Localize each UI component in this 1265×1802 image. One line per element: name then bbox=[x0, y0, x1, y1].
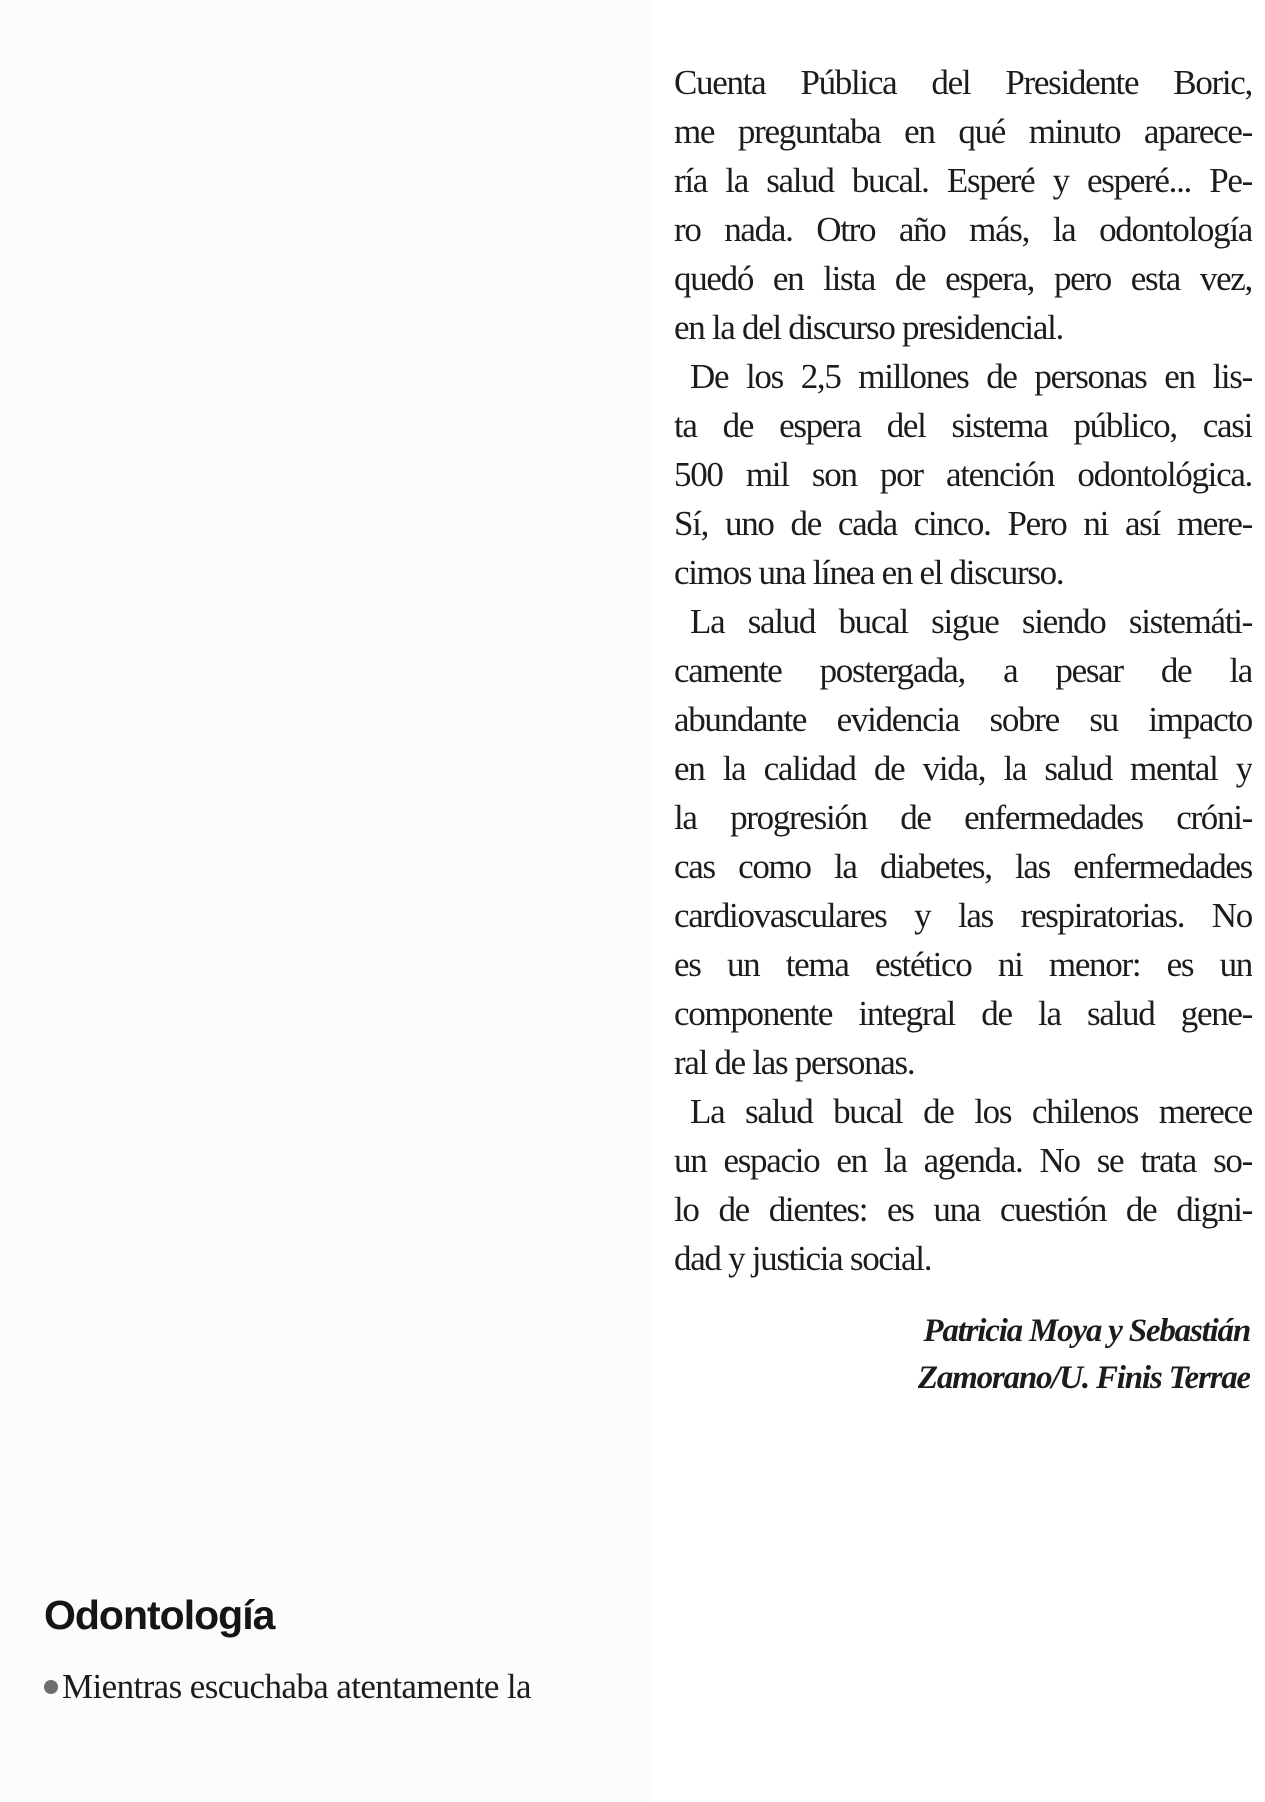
body-line: Cuenta Pública del Presidente Boric, bbox=[674, 63, 1252, 102]
body-line: un espacio en la agenda. No se trata so- bbox=[674, 1141, 1252, 1180]
paragraph-start-line: La salud bucal sigue siendo sistemáti- bbox=[690, 602, 1252, 641]
body-line: abundante evidencia sobre su impacto bbox=[674, 700, 1252, 739]
article-body bbox=[674, 58, 1252, 1283]
lead-text: Mientras escuchaba atentamente la bbox=[62, 1667, 531, 1706]
body-line: quedó en lista de espera, pero esta vez, bbox=[674, 259, 1252, 298]
body-line: 500 mil son por atención odontológica. bbox=[674, 455, 1252, 494]
signature-line: Zamorano/U. Finis Terrae bbox=[917, 1360, 1250, 1396]
body-line: es un tema estético ni menor: es un bbox=[674, 945, 1252, 984]
body-line: en la del discurso presidencial. bbox=[674, 308, 1063, 347]
paragraph-start-line: De los 2,5 millones de personas en lis- bbox=[690, 357, 1252, 396]
paragraph-start-line: La salud bucal de los chilenos merece bbox=[690, 1092, 1252, 1131]
body-line: la progresión de enfermedades cróni- bbox=[674, 798, 1252, 837]
author-signature bbox=[918, 1308, 1250, 1402]
bullet-icon bbox=[44, 1680, 58, 1694]
body-line: dad y justicia social. bbox=[674, 1239, 932, 1278]
body-line: ral de las personas. bbox=[674, 1043, 915, 1082]
body-line: cas como la diabetes, las enfermedades bbox=[674, 847, 1252, 886]
section-title: Odontología bbox=[44, 1592, 275, 1638]
signature-line: Patricia Moya y Sebastián bbox=[923, 1313, 1250, 1349]
body-line: en la calidad de vida, la salud mental y bbox=[674, 749, 1252, 788]
body-line: camente postergada, a pesar de la bbox=[674, 651, 1252, 690]
body-line: lo de dientes: es una cuestión de digni- bbox=[674, 1190, 1252, 1229]
body-line: ría la salud bucal. Esperé y esperé... Pe- bbox=[674, 161, 1252, 200]
body-line: cardiovasculares y las respiratorias. No bbox=[674, 896, 1252, 935]
body-line: Sí, uno de cada cinco. Pero ni así mere- bbox=[674, 504, 1252, 543]
body-line: ta de espera del sistema público, casi bbox=[674, 406, 1252, 445]
body-line: me preguntaba en qué minuto aparece- bbox=[674, 112, 1252, 151]
body-line: componente integral de la salud gene- bbox=[674, 994, 1252, 1033]
body-line: cimos una línea en el discurso. bbox=[674, 553, 1064, 592]
body-line: ro nada. Otro año más, la odontología bbox=[674, 210, 1252, 249]
lead-paragraph bbox=[44, 1664, 531, 1710]
